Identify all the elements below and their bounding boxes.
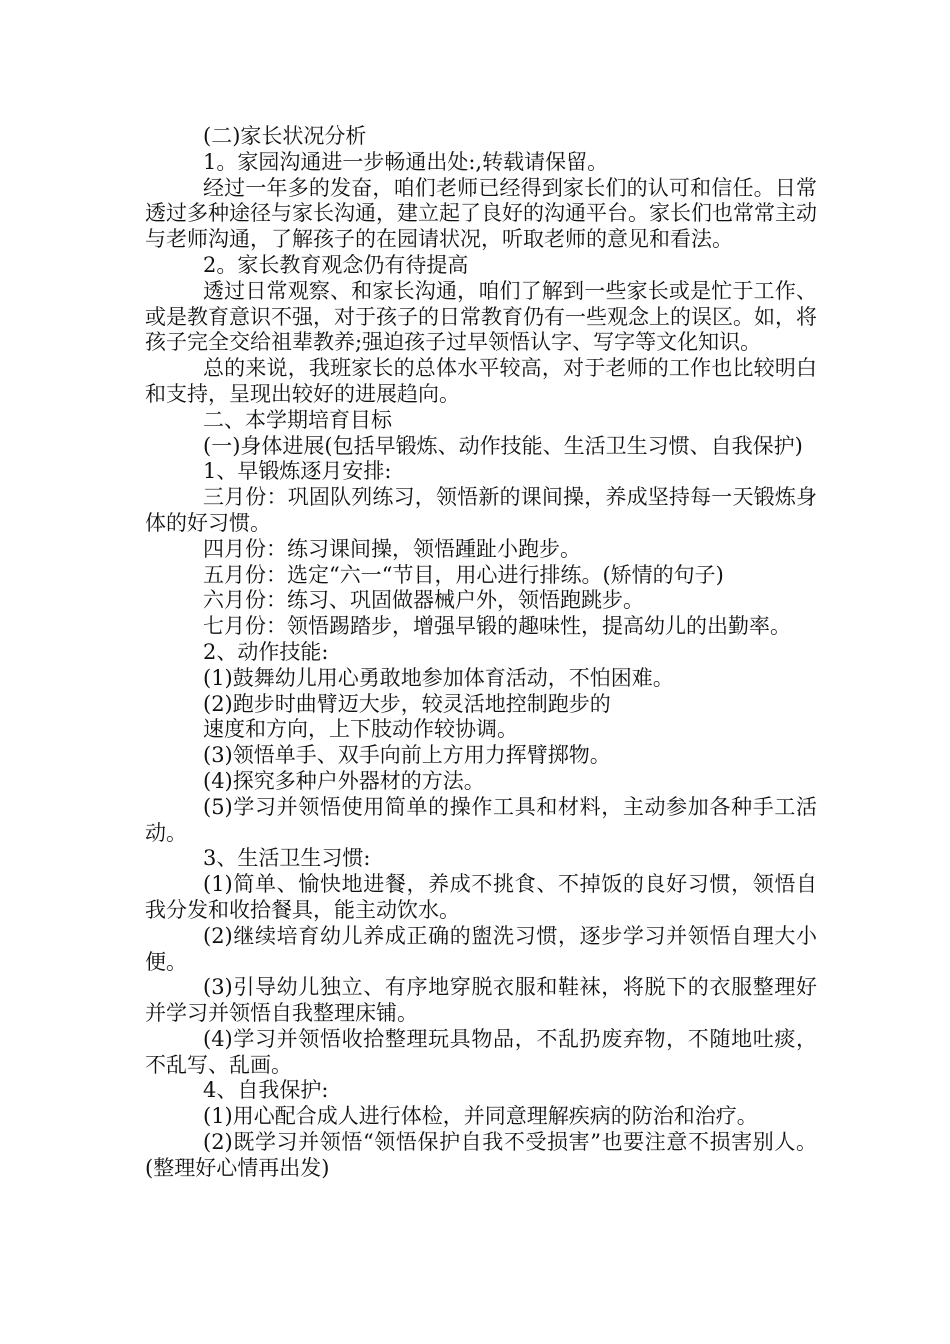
list-item-may: 五月份：选定“六一“节目，用心进行排练。(矫情的句子) (203, 562, 724, 587)
list-item-hygiene-4: (4)学习并领悟收拾整理玩具物品，不乱扔废弃物，不随地吐痰，不乱写、乱画。 (145, 1026, 817, 1077)
list-item-april: 四月份：练习课间操，领悟踵趾小跑步。 (203, 536, 581, 561)
list-item-motor-1: (1)鼓舞幼儿用心勇敢地参加体育活动，不怕困难。 (203, 665, 674, 690)
subheading-motor-skills: 2、动作技能: (203, 639, 329, 664)
subheading-self-protection: 4、自我保护: (203, 1078, 329, 1103)
subheading-morning-exercise: 1、早锻炼逐月安排: (203, 459, 392, 484)
subheading-physical-development: (一)身体进展(包括早锻炼、动作技能、生活卫生习惯、自我保护) (203, 433, 803, 458)
section-heading-parent-status: (二)家长状况分析 (203, 124, 367, 148)
document-body (145, 124, 817, 1182)
paragraph-summary: 总的来说，我班家长的总体水平较高，对于老师的工作也比较明白和支持，呈现出较好的进展趋向。 (145, 356, 817, 406)
list-item-june: 六月份：练习、巩固做器械户外，领悟跑跳步。 (203, 588, 644, 613)
list-item-motor-2-continued: 速度和方向，上下肢动作较协调。 (203, 717, 518, 742)
list-item-hygiene-2: (2)继续培育幼儿养成正确的盥洗习惯，逐步学习并领悟自理大小便。 (145, 923, 817, 974)
list-item-protection-2: (2)既学习并领悟“领悟保护自我不受损害”也要注意不损害别人。(整理好心情再出发) (145, 1130, 817, 1180)
subheading-education-concept: 2。家长教育观念仍有待提高 (203, 252, 469, 277)
subheading-home-communication: 1。家园沟通进一步畅通出处:,转载请保留。 (203, 149, 609, 174)
list-item-protection-1: (1)用心配合成人进行体检，并同意理解疾病的防治和治疗。 (203, 1104, 758, 1129)
list-item-march: 三月份：巩固队列练习，领悟新的课间操，养成坚持每一天锻炼身体的好习惯。 (145, 485, 817, 535)
list-item-july: 七月份：领悟踢踏步，增强早锻的趣味性，提高幼儿的出勤率。 (203, 614, 791, 639)
list-item-motor-3: (3)领悟单手、双手向前上方用力挥臂掷物。 (203, 743, 611, 768)
list-item-motor-5: (5)学习并领悟使用简单的操作工具和材料，主动参加各种手工活动。 (145, 794, 817, 845)
subheading-hygiene-habits: 3、生活卫生习惯: (203, 846, 371, 871)
paragraph-communication: 经过一年多的发奋，咱们老师已经得到家长们的认可和信任。日常透过多种途径与家长沟通，建立起了良好的沟通平台。家长们也常常主动与老师沟通，了解孩子的在园请状况，听取老师的意见和看法。 (145, 175, 817, 252)
paragraph-education-concept: 透过日常观察、和家长沟通，咱们了解到一些家长或是忙于工作、或是教育意识不强，对于孩子的日常教育仍有一些观念上的误区。如，将孩子完全交给祖辈教养;强迫孩子过早领悟认字、写字等文化知识。 (145, 278, 817, 355)
list-item-hygiene-1: (1)简单、愉快地进餐，养成不挑食、不掉饭的良好习惯，领悟自我分发和收拾餐具，能主动饮水。 (145, 872, 817, 922)
list-item-hygiene-3: (3)引导幼儿独立、有序地穿脱衣服和鞋袜，将脱下的衣服整理好并学习并领悟自我整理床铺。 (145, 975, 817, 1026)
list-item-motor-4: (4)探究多种户外器材的方法。 (203, 768, 485, 793)
list-item-motor-2: (2)跑步时曲臂迈大步，较灵活地控制跑步的 (203, 691, 611, 716)
section-heading-goals: 二、本学期培育目标 (203, 407, 392, 432)
